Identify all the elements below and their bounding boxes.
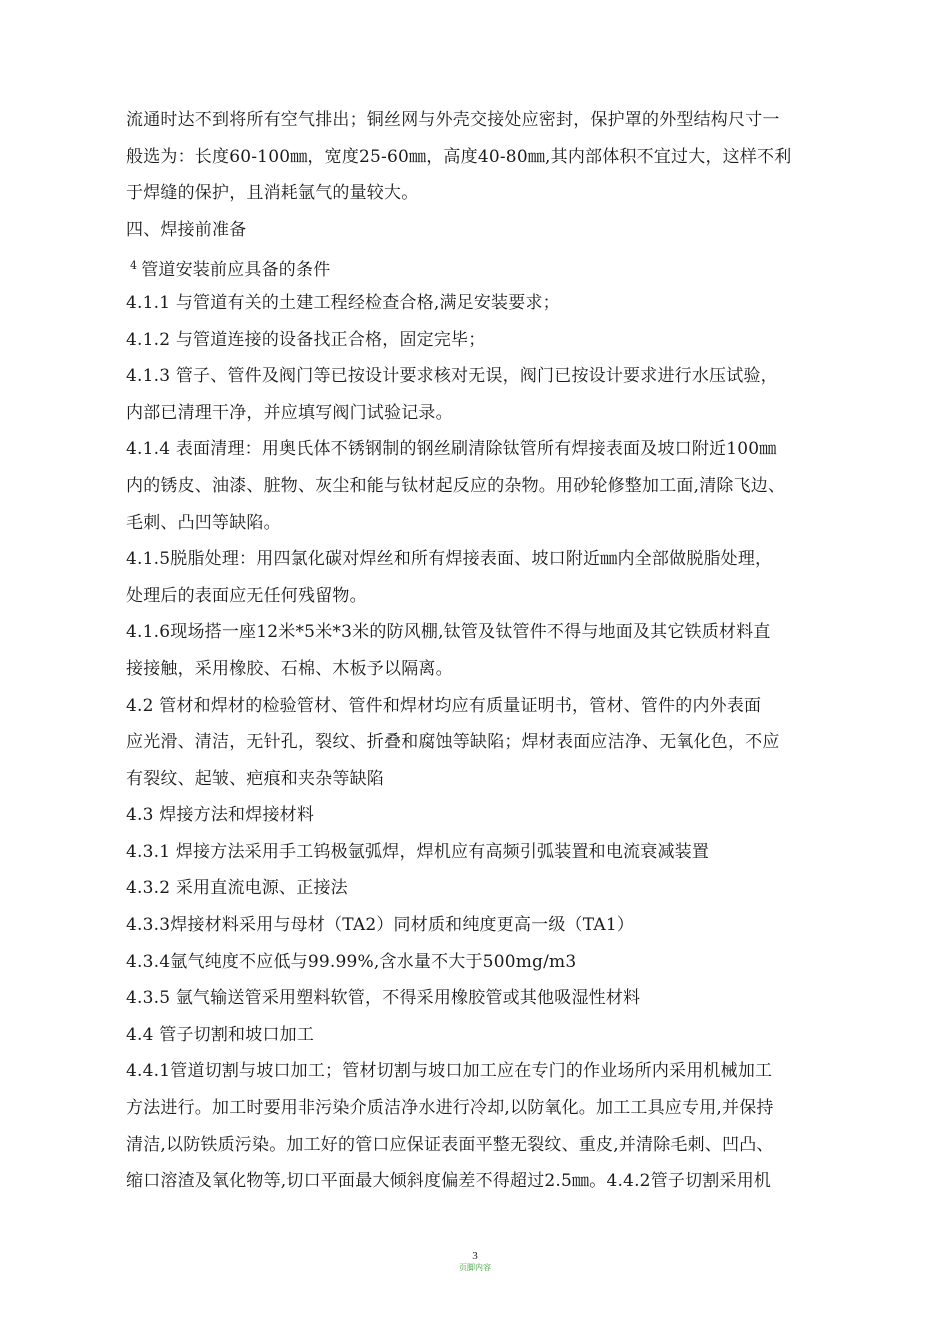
text-line: 4.3.5 氩气输送管采用塑料软管，不得采用橡胶管或其他吸湿性材料 — [126, 988, 641, 1009]
text-line: 4.3.3焊接材料采用与母材（TA2）同材质和纯度更高一级（TA1） — [126, 915, 635, 936]
text-line: 般选为：长度60-100㎜，宽度25-60㎜，高度40-80㎜,其内部体积不宜过大，这样不利 — [126, 146, 792, 167]
text-line: 4.3.2 采用直流电源、正接法 — [126, 878, 348, 899]
text-line: 4.1.2 与管道连接的设备找正合格，固定完毕； — [126, 329, 486, 350]
text-line: 4.3.4氩气纯度不应低与99.99%,含水量不大于500mg/m3 — [126, 951, 577, 972]
subsection-heading — [126, 248, 856, 285]
section-marker: 4 — [130, 259, 138, 273]
text-line: 毛刺、凸凹等缺陷。 — [126, 512, 281, 533]
text-line: 内的锈皮、油漆、脏物、灰尘和能与钛材起反应的杂物。用砂轮修整加工面,清除飞边、 — [126, 475, 786, 496]
text-line: 流通时达不到将所有空气排出；铜丝网与外壳交接处应密封，保护罩的外型结构尺寸一 — [126, 110, 780, 130]
text-line: 4.4.1管道切割与坡口加工；管材切割与坡口加工应在专门的作业场所内采用机械加工 — [126, 1061, 773, 1082]
text-line: 有裂纹、起皱、疤痕和夹杂等缺陷 — [126, 768, 384, 789]
text-line: 4.1.1 与管道有关的土建工程经检查合格,满足安装要求； — [126, 292, 560, 313]
text-line: 于焊缝的保护，且消耗氩气的量较大。 — [126, 183, 419, 204]
page-number: 3 — [472, 1250, 478, 1262]
footer-label: 页脚内容 — [459, 1263, 491, 1272]
document-body — [126, 102, 856, 1200]
subsection-heading-text: 管道安装前应具备的条件 — [141, 260, 331, 281]
text-line: 4.1.6现场搭一座12米*5米*3米的防风棚,钛管及钛管件不得与地面及其它铁质材料直 — [126, 622, 771, 643]
text-line: 4.1.4 表面清理：用奥氏体不锈钢制的钢丝刷清除钛管所有焊接表面及坡口附近100㎜ — [126, 439, 777, 460]
text-line: 4.3 焊接方法和焊接材料 — [126, 805, 315, 826]
text-line: 处理后的表面应无任何残留物。 — [126, 585, 367, 606]
text-line: 接接触，采用橡胶、石棉、木板予以隔离。 — [126, 658, 453, 679]
text-line: 应光滑、清洁，无针孔，裂纹、折叠和腐蚀等缺陷；焊材表面应洁净、无氧化色，不应 — [126, 732, 780, 753]
text-line: 内部已清理干净，并应填写阀门试验记录。 — [126, 402, 453, 423]
text-line: 4.1.5脱脂处理：用四氯化碳对焊丝和所有焊接表面、坡口附近㎜内全部做脱脂处理， — [126, 549, 773, 570]
text-line: 4.4 管子切割和坡口加工 — [126, 1024, 315, 1045]
text-line: 4.2 管材和焊材的检验管材、管件和焊材均应有质量证明书，管材、管件的内外表面 — [126, 695, 762, 716]
text-line: 4.3.1 焊接方法采用手工钨极氩弧焊，焊机应有高频引弧装置和电流衰减装置 — [126, 841, 710, 862]
section-heading: 四、焊接前准备 — [126, 219, 247, 240]
text-line: 缩口溶渣及氧化物等,切口平面最大倾斜度偏差不得超过2.5㎜。4.4.2管子切割采用机 — [126, 1171, 772, 1192]
text-line: 方法进行。加工时要用非污染介质洁净水进行冷却,以防氧化。加工工具应专用,并保持 — [126, 1098, 774, 1119]
text-line: 4.1.3 管子、管件及阀门等已按设计要求核对无误，阀门已按设计要求进行水压试验， — [126, 366, 778, 387]
text-line: 清洁,以防铁质污染。加工好的管口应保证表面平整无裂纹、重皮,并清除毛刺、凹凸、 — [126, 1134, 774, 1155]
